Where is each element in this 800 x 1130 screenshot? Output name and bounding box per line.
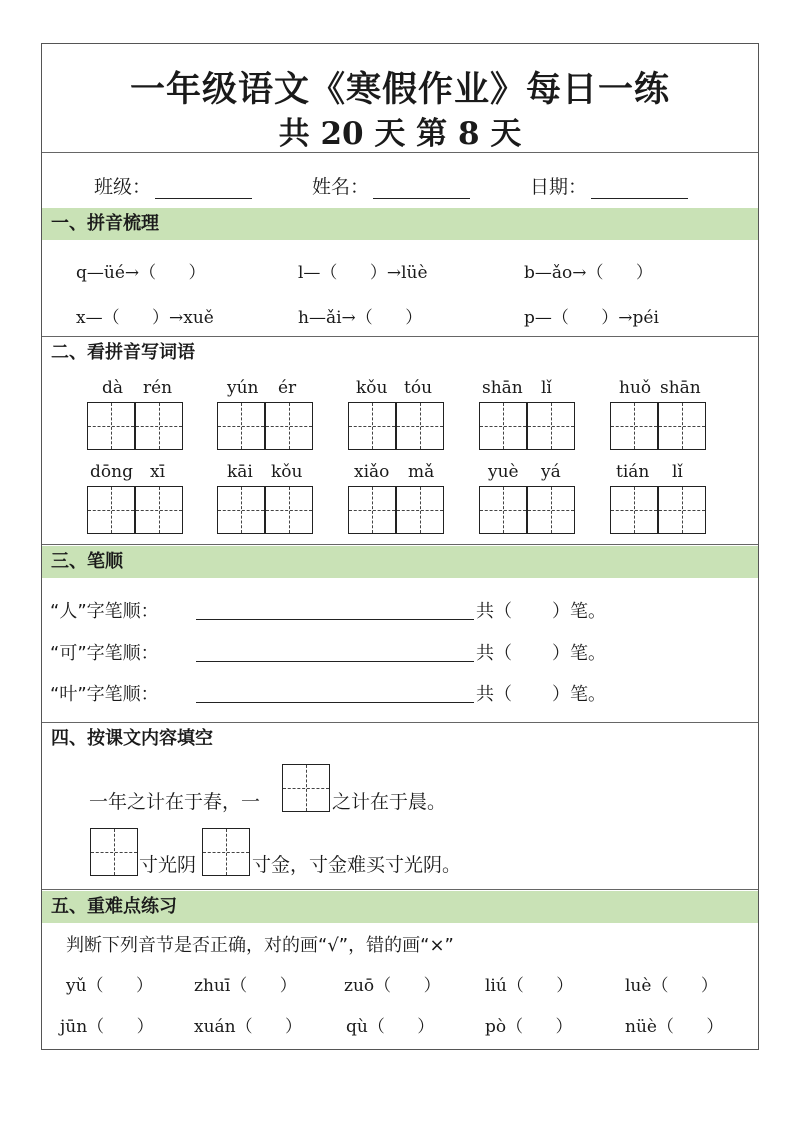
pinyin-syllable: shān: [482, 378, 523, 398]
syllable-judge[interactable]: pò（ ）: [485, 1017, 573, 1037]
writing-grid[interactable]: [658, 486, 706, 534]
date-label: 日期：: [530, 176, 588, 198]
name-field[interactable]: [312, 172, 470, 199]
stroke-count[interactable]: 共（ ）笔。: [476, 643, 607, 664]
pinyin-syllable: kǒu: [271, 462, 303, 482]
fill-text: 寸光阴: [139, 854, 197, 876]
instruction-text: 判断下列音节是否正确，对的画“√”，错的画“×”: [66, 935, 454, 956]
syllable-judge[interactable]: luè（ ）: [625, 976, 718, 996]
pinyin-syllable: tóu: [404, 378, 433, 398]
pinyin-syllable: rén: [143, 378, 173, 398]
stroke-order-label: “可”字笔顺：: [50, 643, 159, 664]
writing-grid[interactable]: [265, 402, 313, 450]
syllable-judge[interactable]: jūn（ ）: [60, 1017, 154, 1037]
pinyin-syllable: lǐ: [672, 462, 683, 482]
syllable-judge[interactable]: zuō（ ）: [344, 976, 441, 996]
pinyin-item[interactable]: h—ǎi→（ ）: [298, 308, 423, 328]
worksheet: [41, 43, 759, 1050]
writing-grid[interactable]: [610, 402, 658, 450]
pinyin-item[interactable]: x—（ ）→xuě: [76, 308, 214, 328]
pinyin-syllable: dà: [102, 378, 124, 398]
date-blank[interactable]: [591, 179, 688, 199]
section-3-heading: 三、笔顺: [42, 546, 758, 578]
pinyin-item[interactable]: p—（ ）→péi: [524, 308, 659, 328]
syllable-judge[interactable]: liú（ ）: [485, 976, 574, 996]
writing-grid[interactable]: [527, 486, 575, 534]
syllable-judge[interactable]: yǔ（ ）: [66, 976, 153, 996]
stroke-order-label: “人”字笔顺：: [50, 601, 159, 622]
fill-grid[interactable]: [202, 828, 250, 876]
writing-grid[interactable]: [348, 486, 396, 534]
pinyin-syllable: shān: [660, 378, 701, 398]
class-blank[interactable]: [155, 179, 252, 199]
syllable-judge[interactable]: xuán（ ）: [194, 1017, 303, 1037]
class-field[interactable]: [94, 172, 252, 199]
divider: [42, 152, 758, 153]
syllable-judge[interactable]: nüè（ ）: [625, 1017, 724, 1037]
writing-grid[interactable]: [217, 402, 265, 450]
pinyin-item[interactable]: l—（ ）→lüè: [298, 263, 428, 283]
pinyin-syllable: yún: [227, 378, 259, 398]
writing-grid[interactable]: [479, 486, 527, 534]
stroke-count[interactable]: 共（ ）笔。: [476, 684, 607, 705]
fill-text: 之计在于晨。: [332, 791, 447, 813]
writing-grid[interactable]: [265, 486, 313, 534]
writing-grid[interactable]: [87, 486, 135, 534]
pinyin-syllable: xiǎo: [354, 462, 390, 482]
writing-grid[interactable]: [658, 402, 706, 450]
writing-grid[interactable]: [87, 402, 135, 450]
section-2-heading: 二、看拼音写词语: [51, 342, 195, 363]
section-1-heading: 一、拼音梳理: [42, 208, 758, 240]
writing-grid[interactable]: [217, 486, 265, 534]
pinyin-syllable: tián: [616, 462, 650, 482]
pinyin-syllable: lǐ: [541, 378, 552, 398]
stroke-order-line[interactable]: [196, 702, 474, 703]
stroke-count[interactable]: 共（ ）笔。: [476, 601, 607, 622]
class-label: 班级：: [94, 176, 152, 198]
pinyin-syllable: dōng: [90, 462, 133, 482]
pinyin-syllable: mǎ: [408, 462, 435, 482]
pinyin-syllable: kǒu: [356, 378, 388, 398]
name-blank[interactable]: [373, 179, 470, 199]
writing-grid[interactable]: [479, 402, 527, 450]
writing-grid[interactable]: [610, 486, 658, 534]
section-5-heading: 五、重难点练习: [42, 891, 758, 923]
pinyin-item[interactable]: b—ǎo→（ ）: [524, 263, 653, 283]
date-field[interactable]: [530, 172, 688, 199]
fill-grid[interactable]: [282, 764, 330, 812]
worksheet-day-counter: 共 20 天 第 8 天: [278, 116, 522, 152]
pinyin-syllable: yuè: [488, 462, 519, 482]
writing-grid[interactable]: [135, 402, 183, 450]
writing-grid[interactable]: [135, 486, 183, 534]
writing-grid[interactable]: [396, 486, 444, 534]
fill-text: 一年之计在于春，一: [89, 791, 261, 813]
divider: [42, 889, 758, 890]
writing-grid[interactable]: [348, 402, 396, 450]
name-label: 姓名：: [312, 176, 370, 198]
divider: [42, 544, 758, 545]
syllable-judge[interactable]: qù（ ）: [346, 1017, 435, 1037]
pinyin-syllable: yá: [541, 462, 561, 482]
writing-grid[interactable]: [396, 402, 444, 450]
pinyin-syllable: kāi: [227, 462, 253, 482]
fill-text: 寸金，寸金难买寸光阴。: [252, 854, 462, 876]
pinyin-syllable: xī: [150, 462, 166, 482]
pinyin-syllable: huǒ: [619, 378, 652, 398]
worksheet-title: 一年级语文《寒假作业》每日一练: [129, 69, 670, 110]
fill-grid[interactable]: [90, 828, 138, 876]
pinyin-item[interactable]: q—üé→（ ）: [76, 263, 206, 283]
stroke-order-line[interactable]: [196, 619, 474, 620]
section-4-heading: 四、按课文内容填空: [51, 728, 213, 749]
pinyin-syllable: ér: [278, 378, 297, 398]
syllable-judge[interactable]: zhuī（ ）: [194, 976, 297, 996]
stroke-order-line[interactable]: [196, 661, 474, 662]
writing-grid[interactable]: [527, 402, 575, 450]
stroke-order-label: “叶”字笔顺：: [50, 684, 159, 705]
